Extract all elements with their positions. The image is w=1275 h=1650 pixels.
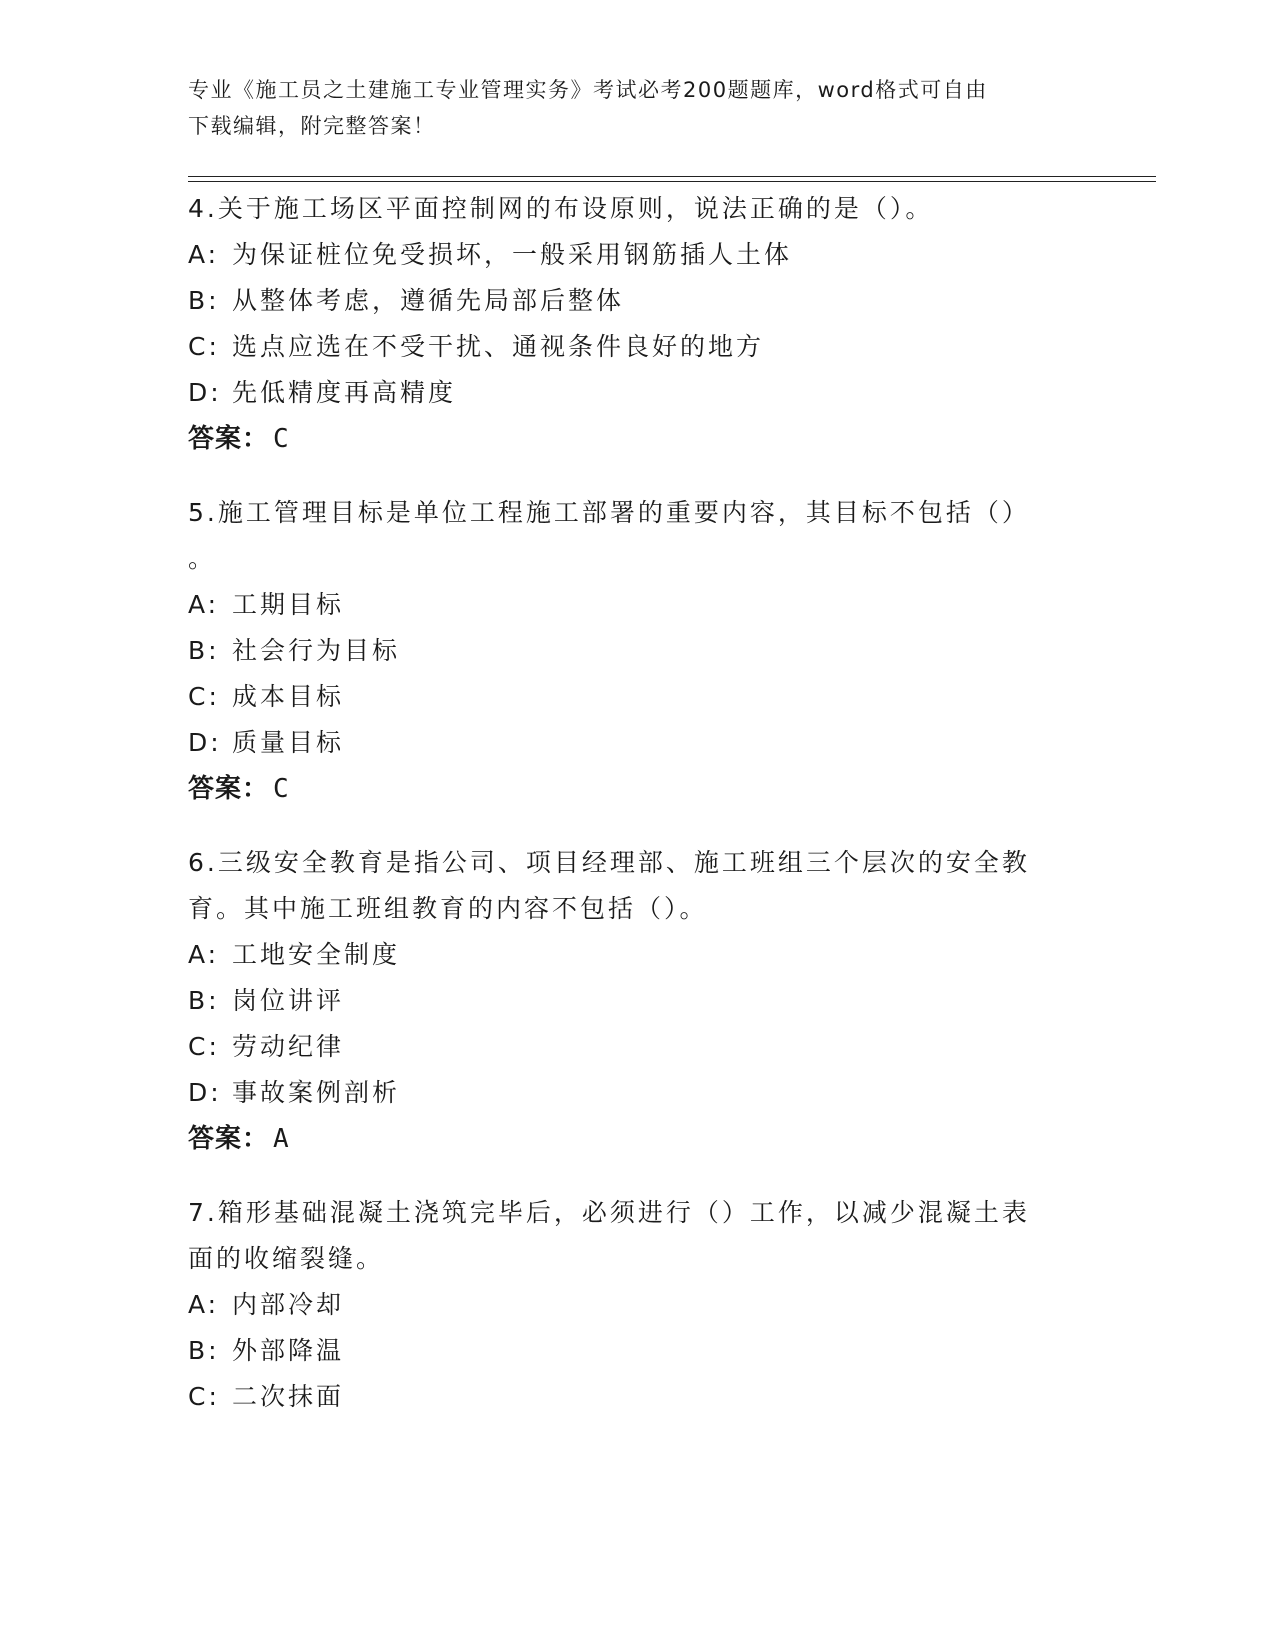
option-a — [188, 932, 1068, 978]
option-a — [188, 582, 1068, 628]
option-text: 岗位讲评 — [232, 986, 345, 1015]
option-key: B: — [188, 1336, 220, 1365]
option-text: 成本目标 — [232, 682, 345, 711]
option-text: 社会行为目标 — [232, 636, 401, 665]
answer-line — [188, 766, 1068, 812]
option-key: D: — [188, 1078, 222, 1107]
option-key: B: — [188, 286, 220, 315]
option-c — [188, 1024, 1068, 1070]
header-line-2: 下载编辑，附完整答案！ — [188, 114, 436, 138]
option-key: D: — [188, 728, 222, 757]
option-text: 工期目标 — [232, 590, 345, 619]
option-key: A: — [188, 590, 220, 619]
option-text: 质量目标 — [232, 728, 345, 757]
option-key: C: — [188, 332, 220, 361]
question-4 — [188, 186, 1068, 462]
option-key: A: — [188, 1290, 220, 1319]
option-b — [188, 978, 1068, 1024]
option-c — [188, 324, 1068, 370]
option-key: B: — [188, 986, 220, 1015]
option-text: 工地安全制度 — [232, 940, 401, 969]
question-7 — [188, 1190, 1068, 1420]
answer-value: A — [273, 1124, 290, 1154]
document-header — [188, 72, 1068, 144]
option-text: 从整体考虑，遵循先局部后整体 — [232, 286, 625, 315]
option-a — [188, 232, 1068, 278]
question-stem: 7.箱形基础混凝土浇筑完毕后，必须进行（）工作，以减少混凝土表 面的收缩裂缝。 — [188, 1198, 1030, 1273]
header-line-1: 专业《施工员之土建施工专业管理实务》考试必考200题题库，word格式可自由 — [188, 78, 988, 102]
option-key: C: — [188, 1032, 220, 1061]
option-text: 外部降温 — [232, 1336, 345, 1365]
option-text: 为保证桩位免受损坏，一般采用钢筋插人土体 — [232, 240, 793, 269]
question-6 — [188, 840, 1068, 1162]
answer-line — [188, 416, 1068, 462]
option-b — [188, 278, 1068, 324]
option-c — [188, 674, 1068, 720]
option-d — [188, 720, 1068, 766]
option-text: 劳动纪律 — [232, 1032, 345, 1061]
option-text: 二次抹面 — [232, 1382, 345, 1411]
option-d — [188, 370, 1068, 416]
answer-value: C — [273, 424, 290, 454]
option-b — [188, 1328, 1068, 1374]
option-text: 先低精度再高精度 — [232, 378, 457, 407]
answer-label: 答案： — [188, 1124, 270, 1154]
question-stem: 4.关于施工场区平面控制网的布设原则，说法正确的是（）。 — [188, 194, 934, 223]
header-divider-top — [188, 176, 1156, 177]
option-c — [188, 1374, 1068, 1420]
answer-line — [188, 1116, 1068, 1162]
option-text: 内部冷却 — [232, 1290, 345, 1319]
answer-value: C — [273, 774, 290, 804]
option-b — [188, 628, 1068, 674]
option-a — [188, 1282, 1068, 1328]
option-text: 事故案例剖析 — [232, 1078, 401, 1107]
option-key: D: — [188, 378, 222, 407]
option-key: B: — [188, 636, 220, 665]
option-key: C: — [188, 1382, 220, 1411]
question-5 — [188, 490, 1068, 812]
option-text: 选点应选在不受干扰、通视条件良好的地方 — [232, 332, 765, 361]
answer-label: 答案： — [188, 424, 270, 454]
question-stem: 6.三级安全教育是指公司、项目经理部、施工班组三个层次的安全教 育。其中施工班组教育的内容不包括（）。 — [188, 848, 1030, 923]
option-d — [188, 1070, 1068, 1116]
answer-label: 答案： — [188, 774, 270, 804]
header-divider-bottom — [188, 181, 1156, 182]
question-stem: 5.施工管理目标是单位工程施工部署的重要内容，其目标不包括（） 。 — [188, 498, 1030, 573]
option-key: A: — [188, 940, 220, 969]
option-key: A: — [188, 240, 220, 269]
option-key: C: — [188, 682, 220, 711]
